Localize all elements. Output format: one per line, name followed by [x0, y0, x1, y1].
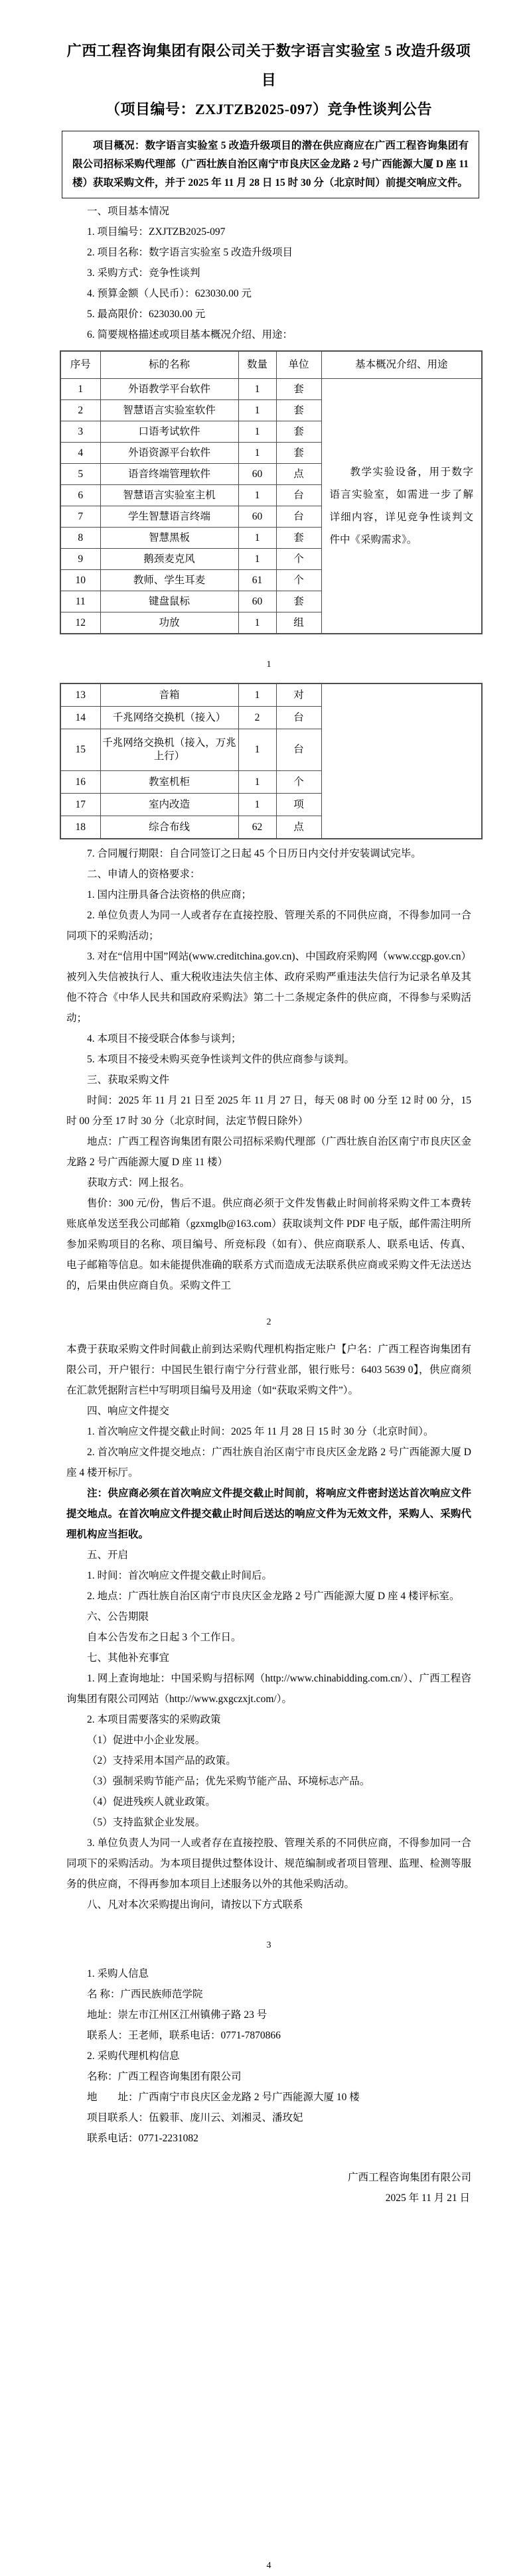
section-7-heading: 七、其他补充事宜: [87, 1652, 170, 1664]
table-cell: 18: [60, 816, 100, 839]
table-cell: 60: [238, 464, 276, 485]
table-cell: 17: [60, 794, 100, 816]
table-cell: 千兆网络交换机（接入）: [100, 707, 238, 729]
para-qualification-5: 5. 本项目不接受未购买竞争性谈判文件的供应商参与谈判。: [87, 1054, 355, 1065]
para-document-price: 售价：300 元/份，售后不退。供应商必须于文件发售截止时间前将采购文件工本费转账底单发送至我公司邮箱（gzxmglb@163.com）获取谈判文件 PDF 电子版，邮件需注明所参加采购项目的名称、项目编号、所竞标段（如有）、供应商联系人、联系电话、传真、电子邮箱等信息。如未能提供准确的联系方式而造成无法联系供应商或采购文件无法送达的，后果由供应商自负。采购文件工: [66, 1198, 471, 1291]
table-cell: 外语教学平台软件: [100, 379, 238, 400]
para-max-price: 5. 最高限价：623030.00 元: [87, 309, 206, 320]
table-cell: 1: [238, 549, 276, 570]
header-unit: 单位: [276, 351, 321, 379]
para-obtain-time: 时间：2025 年 11 月 21 日至 2025 年 11 月 27 日，每天 08 时 00 分至 12 时 00 分，15 时 00 分至 17 时 30 分（北京时间，法定节假日除外）: [66, 1095, 471, 1127]
table-cell: 套: [276, 421, 321, 443]
para-contract-period: 7. 合同履行期限：自合同签订之日起 45 个日历日内交付并安装调试完毕。: [87, 848, 421, 859]
table-cell: 台: [276, 506, 321, 528]
table-cell: 个: [276, 549, 321, 570]
table-cell: 12: [60, 612, 100, 634]
para-response-note: 注：供应商必须在首次响应文件提交截止时间前，将响应文件密封送达首次响应文件提交地点。在首次响应文件提交截止时间后送达的响应文件为无效文件，采购人、采购代理机构应当拒收。: [66, 1488, 471, 1540]
table-cell: 1: [238, 794, 276, 816]
table-cell: 项: [276, 794, 321, 816]
section-3-heading: 三、获取采购文件: [87, 1074, 170, 1086]
para-spec-intro: 6. 简要规格描述或项目基本概况介绍、用途：: [87, 329, 293, 340]
para-restriction: 3. 单位负责人为同一人或者存在直接控股、管理关系的不同供应商，不得参加同一合同项下的采购活动。为本项目提供过整体设计、规范编制或者项目管理、监理、检测等服务的供应商，不得再参加本项目上述服务以外的其他采购活动。: [66, 1837, 471, 1890]
table-cell: 教师、学生耳麦: [100, 570, 238, 591]
para-procurement-method: 3. 采购方式：竞争性谈判: [87, 267, 200, 279]
table-cell: 智慧黑板: [100, 528, 238, 549]
table-cell: 套: [276, 528, 321, 549]
table-cell: 62: [238, 816, 276, 839]
items-table-page1: [60, 350, 483, 634]
table-cell: 台: [276, 707, 321, 729]
table-cell: 9: [60, 549, 100, 570]
table-cell: 2: [238, 707, 276, 729]
table-cell: 台: [276, 485, 321, 506]
page-number-1: 1: [266, 660, 271, 670]
table-cell: 1: [60, 379, 100, 400]
table-cell: 外语资源平台软件: [100, 443, 238, 464]
table-cell: 口语考试软件: [100, 421, 238, 443]
table-cell: 7: [60, 506, 100, 528]
document-title: [66, 0, 471, 124]
document-title-line-2: （项目编号：ZXJTZB2025-097）竞争性谈判公告: [106, 101, 432, 117]
para-purchaser-contact: 联系人：王老师，联系电话：0771-7870866: [87, 2030, 281, 2041]
para-purchaser-info-heading: 1. 采购人信息: [87, 1968, 149, 1979]
header-desc: 基本概况介绍、用途: [321, 351, 482, 379]
table-cell: 教室机柜: [100, 771, 238, 794]
page-number-2: 2: [266, 1317, 271, 1327]
table-cell: 室内改造: [100, 794, 238, 816]
signature-block: [66, 2167, 471, 2208]
project-overview-text: 项目概况：数字语言实验室 5 改造升级项目的潜在供应商应在广西工程咨询集团有限公司招标采购代理部（广西壮族自治区南宁市良庆区金龙路 2 号广西能源大厦 D 座 11 楼）获取采购文件，并于 2025 年 11 月 28 日 15 时 30 分（北京时间）前提交响应文件。: [72, 140, 469, 188]
para-policy-2: （2）支持采用本国产品的政策。: [87, 1755, 236, 1766]
para-project-number: 1. 项目编号：ZXJTZB2025-097: [87, 226, 226, 238]
merged-description-cell-empty: [321, 683, 482, 839]
table-cell: 5: [60, 464, 100, 485]
table-row: [60, 683, 482, 707]
table-cell: 1: [238, 683, 276, 707]
section-8-heading: 八、凡对本次采购提出询问，请按以下方式联系: [87, 1899, 303, 1910]
para-agency-phone: 联系电话：0771-2231082: [87, 2133, 198, 2144]
table-cell: 60: [238, 591, 276, 612]
para-qualification-2: 2. 单位负责人为同一人或者存在直接控股、管理关系的不同供应商，不得参加同一合同项下的采购活动；: [66, 910, 471, 942]
section-6-heading: 六、公告期限: [87, 1611, 149, 1622]
table-cell: 套: [276, 443, 321, 464]
table-cell: 套: [276, 379, 321, 400]
table-cell: 4: [60, 443, 100, 464]
para-obtain-method: 获取方式：网上报名。: [87, 1177, 190, 1188]
table-cell: 综合布线: [100, 816, 238, 839]
para-response-place: 2. 首次响应文件提交地点：广西壮族自治区南宁市良庆区金龙路 2 号广西能源大厦 D 座 4 楼开标厅。: [66, 1447, 471, 1478]
para-project-name: 2. 项目名称：数字语言实验室 5 改造升级项目: [87, 247, 293, 258]
para-agency-address: 地 址：广西南宁市良庆区金龙路 2 号广西能源大厦 10 楼: [87, 2092, 360, 2103]
table-cell: 1: [238, 421, 276, 443]
para-agency-contact: 项目联系人：伍毅菲、庞川云、刘湘灵、潘玫妃: [87, 2112, 303, 2123]
table-cell: 3: [60, 421, 100, 443]
table-cell: 14: [60, 707, 100, 729]
table-header-row: [60, 351, 482, 379]
table-cell: 套: [276, 400, 321, 421]
table-cell: 6: [60, 485, 100, 506]
table-cell: 组: [276, 612, 321, 634]
para-policy-5: （5）支持监狱企业发展。: [87, 1817, 206, 1828]
table-cell: 16: [60, 771, 100, 794]
table-cell: 点: [276, 464, 321, 485]
para-agency-info-heading: 2. 采购代理机构信息: [87, 2050, 180, 2062]
para-policy-4: （4）促进残疾人就业政策。: [87, 1796, 216, 1808]
table-cell: 语音终端管理软件: [100, 464, 238, 485]
table-cell: 个: [276, 771, 321, 794]
para-document-price-cont: 本费于获取采购文件时间截止前到达采购代理机构指定账户【户名：广西工程咨询集团有限公司，开户银行：中国民生银行南宁分行营业部，银行账号：6403 5639 0】，供应商须在汇款凭据附言栏中写明项目编号及用途（如“获取采购文件”）。: [66, 1344, 471, 1396]
page-number-4: 4: [266, 2561, 271, 2571]
para-budget-amount: 4. 预算金额（人民币）：623030.00 元: [87, 288, 252, 299]
table-cell: 个: [276, 570, 321, 591]
para-obtain-place: 地点：广西工程咨询集团有限公司招标采购代理部（广西壮族自治区南宁市良庆区金龙路 2 号广西能源大厦 D 座 11 楼）: [66, 1136, 471, 1168]
table-cell: 1: [238, 379, 276, 400]
header-seq: 序号: [60, 351, 100, 379]
merged-description-cell: [321, 379, 482, 634]
signature-date: 2025 年 11 月 21 日: [385, 2192, 470, 2204]
table-row: [60, 379, 482, 400]
para-opening-place: 2. 地点：广西壮族自治区南宁市良庆区金龙路 2 号广西能源大厦 D 座 4 楼评标室。: [87, 1591, 460, 1602]
table-cell: 智慧语言实验室软件: [100, 400, 238, 421]
table-cell: 台: [276, 729, 321, 771]
para-purchaser-address: 地址：崇左市江州区江州镇佛子路 23 号: [87, 2009, 267, 2021]
table-cell: 智慧语言实验室主机: [100, 485, 238, 506]
table-cell: 1: [238, 612, 276, 634]
table-cell: 60: [238, 506, 276, 528]
section-1-heading: 一、项目基本情况: [87, 206, 170, 217]
table-cell: 1: [238, 771, 276, 794]
para-qualification-3: 3. 对在“信用中国”网站(www.creditchina.gov.cn)、中国政府采购网（www.ccgp.gov.cn）被列入失信被执行人、重大税收违法失信主体、政府采购严重违法失信行为记录名单及其他不符合《中华人民共和国政府采购法》第二十二条规定条件的供应商，不得参与采购活动；: [66, 951, 471, 1024]
table-cell: 1: [238, 729, 276, 771]
table-cell: 10: [60, 570, 100, 591]
table-cell: 套: [276, 591, 321, 612]
document-title-line-1: 广西工程咨询集团有限公司关于数字语言实验室 5 改造升级项目: [66, 42, 471, 88]
table-cell: 1: [238, 528, 276, 549]
para-policy-3: （3）强制采购节能产品；优先采购节能产品、环境标志产品。: [87, 1776, 370, 1787]
para-query-urls: 1. 网上查询地址：中国采购与招标网（http://www.chinabidding.com.cn/）、广西工程咨询集团有限公司网站（http://www.gxgczxjt.com/）。: [66, 1673, 471, 1705]
para-purchaser-name: 名 称：广西民族师范学院: [87, 1989, 203, 2000]
table-cell: 鹅颈麦克风: [100, 549, 238, 570]
para-qualification-1: 1. 国内注册具备合法资格的供应商；: [87, 889, 252, 900]
header-item-name: 标的名称: [100, 351, 238, 379]
section-2-heading: 二、申请人的资格要求：: [87, 869, 200, 880]
table-cell: 功放: [100, 612, 238, 634]
table-cell: 点: [276, 816, 321, 839]
para-agency-name: 名称：广西工程咨询集团有限公司: [87, 2071, 242, 2082]
table-cell: 1: [238, 443, 276, 464]
section-4-heading: 四、响应文件提交: [87, 1405, 170, 1417]
table-cell: 1: [238, 485, 276, 506]
table-cell: 15: [60, 729, 100, 771]
table-cell: 键盘鼠标: [100, 591, 238, 612]
para-notice-period: 自本公告发布之日起 3 个工作日。: [87, 1632, 242, 1643]
table-cell: 2: [60, 400, 100, 421]
equipment-description: 教学实验设备，用于数字语言实验室，如需进一步了解详细内容，详见竞争性谈判文件中《采购需求》。: [329, 466, 473, 545]
header-qty: 数量: [238, 351, 276, 379]
table-cell: 音箱: [100, 683, 238, 707]
table-cell: 13: [60, 683, 100, 707]
table-cell: 61: [238, 570, 276, 591]
table-cell: 1: [238, 400, 276, 421]
items-table-page2: [60, 683, 483, 839]
table-cell: 学生智慧语言终端: [100, 506, 238, 528]
para-qualification-4: 4. 本项目不接受联合体参与谈判；: [87, 1033, 242, 1044]
table-cell: 千兆网络交换机（接入，万兆上行）: [100, 729, 238, 771]
para-opening-time: 1. 时间：首次响应文件提交截止时间后。: [87, 1570, 273, 1581]
table-cell: 8: [60, 528, 100, 549]
project-overview-box: [62, 131, 479, 198]
page-number-3: 3: [266, 1940, 271, 1950]
table-cell: 对: [276, 683, 321, 707]
para-response-deadline: 1. 首次响应文件提交截止时间：2025 年 11 月 28 日 15 时 30 分（北京时间）。: [87, 1426, 434, 1437]
table-cell: 11: [60, 591, 100, 612]
para-policy-1: （1）促进中小企业发展。: [87, 1735, 206, 1746]
section-5-heading: 五、开启: [87, 1549, 129, 1561]
signature-company: 广西工程咨询集团有限公司: [347, 2172, 471, 2183]
para-policy-intro: 2. 本项目需要落实的采购政策: [87, 1714, 221, 1725]
